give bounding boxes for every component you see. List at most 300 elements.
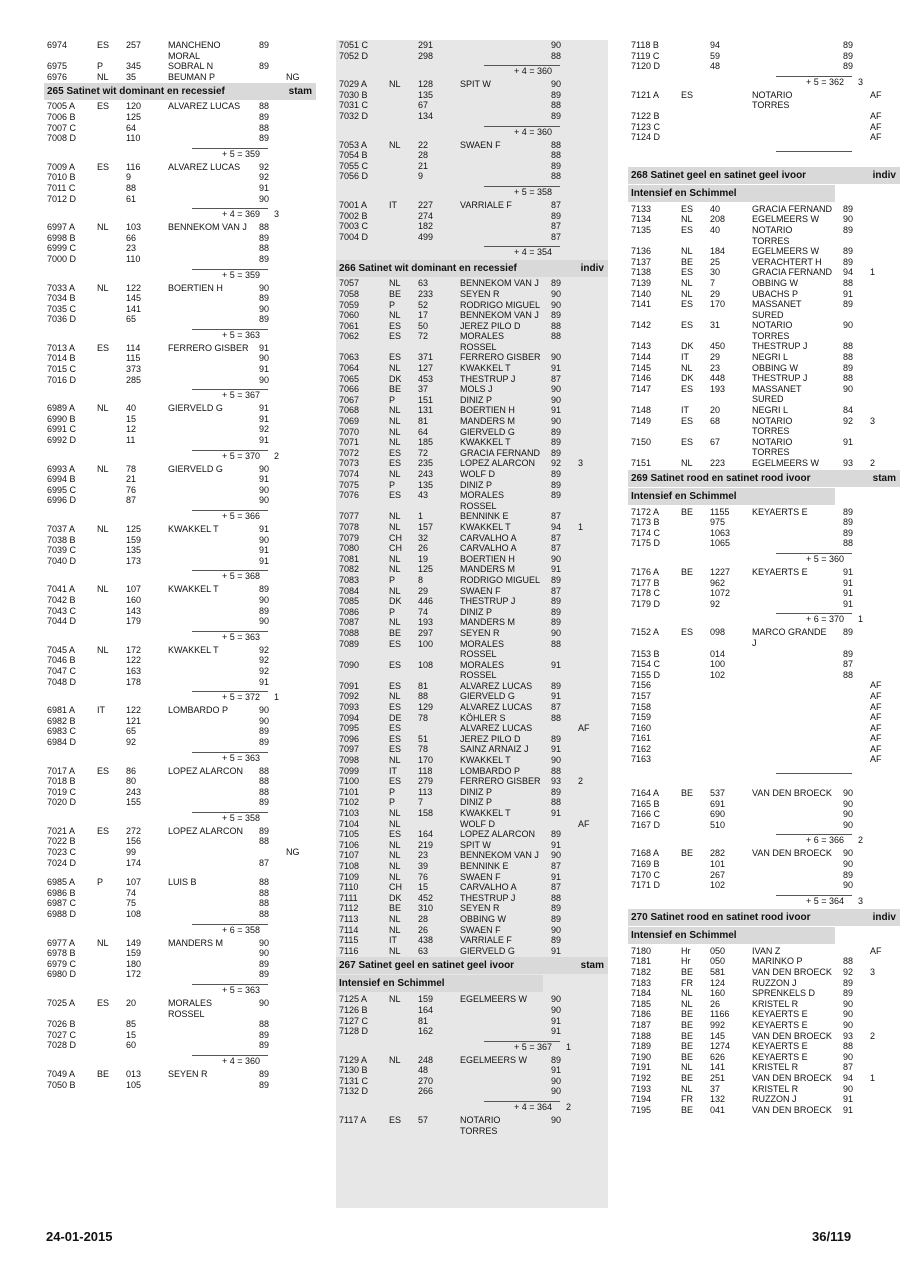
- ring-number: 7027 C: [47, 1029, 77, 1040]
- points: 91: [551, 691, 562, 702]
- points: 89: [551, 617, 562, 628]
- points: 90: [843, 998, 854, 1009]
- breeder-name: KRISTEL R: [752, 1083, 799, 1094]
- country: NL: [681, 988, 693, 999]
- breeder-name: TORRES: [460, 1125, 498, 1136]
- points: 90: [551, 850, 562, 861]
- cage-number: 88: [126, 182, 137, 193]
- entry-row: [628, 458, 900, 469]
- country: P: [389, 299, 396, 310]
- country: BE: [681, 566, 694, 577]
- entry-row: [628, 946, 900, 957]
- points: 87: [551, 702, 562, 713]
- cage-number: 21: [126, 474, 137, 485]
- entry-row: [44, 595, 316, 606]
- entry-row: [44, 375, 316, 386]
- cage-number: 160: [710, 988, 726, 999]
- total-value: + 4 = 360: [514, 126, 553, 137]
- entry-row: [628, 744, 900, 755]
- ring-number: 7114: [339, 924, 359, 935]
- breeder-name: OBBING W: [752, 362, 799, 373]
- cage-number: 65: [126, 726, 137, 737]
- breeder-name: VAN DEN BROECK: [752, 1104, 832, 1115]
- ring-number: 7059: [339, 299, 360, 310]
- team-total: [44, 389, 316, 400]
- cage-number: 172: [126, 969, 142, 980]
- cage-number: 285: [126, 374, 142, 385]
- entry-row: [336, 331, 608, 342]
- country: P: [389, 786, 396, 797]
- entry-row: [336, 40, 608, 51]
- breeder-name: IVAN Z: [752, 945, 781, 956]
- ring-number: 6978 B: [47, 948, 76, 959]
- points: 90: [259, 616, 270, 627]
- cage-number: 74: [418, 606, 429, 617]
- entry-row: [336, 51, 608, 62]
- points: 87: [551, 543, 562, 554]
- ring-number: 7093: [339, 702, 360, 713]
- entry-row: [628, 320, 900, 331]
- country: NL: [389, 913, 401, 924]
- entry-row: [628, 214, 900, 225]
- cage-number: 116: [126, 161, 141, 172]
- country: NL: [389, 426, 401, 437]
- cage-number: 448: [710, 373, 726, 384]
- total-rank: 2: [274, 450, 280, 461]
- entry-row: [336, 448, 608, 459]
- entry-row: [628, 405, 900, 416]
- country: ES: [681, 627, 694, 638]
- entry-row: [628, 111, 900, 122]
- ring-number: 7013 A: [47, 342, 76, 353]
- entry-row: [336, 925, 608, 936]
- total-value: + 5 = 366: [222, 511, 261, 521]
- country: BE: [389, 903, 402, 914]
- breeder-name: BOERTIEN H: [460, 405, 515, 416]
- country: BE: [389, 288, 402, 299]
- breeder-name: KWAKKEL T: [460, 808, 511, 818]
- breeder-name: TORRES: [752, 447, 790, 458]
- breeder-name: VAN DEN BROECK: [752, 967, 832, 977]
- country: DK: [389, 892, 402, 903]
- entry-row: [628, 331, 900, 342]
- points: 90: [551, 924, 562, 935]
- cage-number: 155: [126, 797, 142, 808]
- cage-number: 626: [710, 1051, 726, 1062]
- remark: 3: [870, 967, 876, 977]
- entry-row: [336, 458, 608, 469]
- team-total: [44, 148, 316, 159]
- ring-number: 7083: [339, 574, 360, 585]
- ring-number: 7061: [339, 320, 360, 331]
- country: IT: [681, 352, 689, 363]
- cage-number: 101: [710, 859, 726, 870]
- entry-row: [336, 554, 608, 565]
- ring-number: 7028 D: [47, 1040, 77, 1051]
- country: P: [97, 61, 104, 72]
- points: 90: [551, 384, 562, 395]
- entry-row: [336, 840, 608, 851]
- entry-row: [44, 414, 316, 425]
- cage-number: 52: [418, 299, 429, 310]
- cage-number: 235: [418, 458, 434, 469]
- ring-number: 7117 A: [339, 1115, 367, 1126]
- breeder-name: BOERTIEN H: [168, 282, 223, 293]
- entry-row: [44, 836, 316, 847]
- entry-row: [336, 79, 608, 90]
- entry-row: [628, 1084, 900, 1095]
- class-title: 265 Satinet wit dominant en recessief: [47, 86, 225, 98]
- country: P: [389, 394, 396, 405]
- ring-number: 7007 C: [47, 122, 77, 133]
- entry-row: [628, 1052, 900, 1063]
- total-rule-empty: [628, 769, 900, 779]
- points: 88: [259, 836, 270, 847]
- entry-row: [336, 660, 608, 671]
- cage-number: 128: [418, 79, 434, 90]
- country: NL: [681, 998, 693, 1009]
- breeder-name: LOMBARDO P: [460, 765, 521, 776]
- cage-number: 135: [126, 545, 142, 556]
- country: NL: [389, 363, 401, 374]
- entry-row: [336, 702, 608, 713]
- cage-number: 180: [126, 958, 142, 969]
- points: 88: [551, 712, 562, 723]
- country: ES: [681, 224, 694, 235]
- points: 91: [551, 1026, 562, 1037]
- entry-row: [44, 293, 316, 304]
- country: NL: [389, 585, 401, 596]
- entry-row: [336, 522, 608, 533]
- ring-number: 7051 C: [339, 40, 369, 50]
- ring-number: 7005 A: [47, 101, 76, 112]
- ring-number: 7111: [339, 892, 358, 903]
- points: 89: [259, 825, 270, 836]
- ring-number: 7167 D: [631, 819, 661, 830]
- points: 87: [551, 231, 562, 242]
- entry-row: [336, 994, 608, 1005]
- cage-number: 26: [710, 998, 721, 1009]
- team-total: [44, 924, 316, 935]
- points: 90: [843, 848, 854, 859]
- entry-row: [628, 754, 900, 765]
- cage-number: 78: [418, 744, 429, 755]
- breeder-name: VAN DEN BROECK: [752, 788, 832, 799]
- cage-number: 452: [418, 892, 434, 903]
- points: 91: [259, 403, 270, 414]
- cage-number: 103: [126, 222, 142, 233]
- country: ES: [681, 415, 694, 426]
- entry-row: [336, 723, 608, 734]
- points: 90: [259, 705, 270, 716]
- ring-number: 7016 D: [47, 374, 77, 385]
- ring-number: 7032 D: [339, 110, 369, 121]
- entry-row: [336, 861, 608, 872]
- cage-number: 23: [710, 362, 721, 373]
- ring-number: 7175 D: [631, 538, 661, 549]
- ring-number: 7045 A: [47, 644, 76, 655]
- spacer: [44, 868, 316, 877]
- points: 91: [551, 363, 562, 374]
- ring-number: 7103: [339, 808, 360, 818]
- country: NL: [97, 71, 109, 82]
- points: 91: [259, 182, 270, 193]
- country: ES: [389, 638, 402, 649]
- cage-number: 992: [710, 1019, 726, 1030]
- country: IT: [389, 765, 397, 776]
- breeder-name: SPRENKELS D: [752, 988, 816, 999]
- points: 90: [551, 755, 562, 766]
- cage-number: 9: [126, 172, 132, 183]
- ring-number: 6988 D: [47, 909, 77, 920]
- cage-number: 107: [126, 877, 142, 888]
- remark: 1: [870, 267, 876, 278]
- breeder-name: KWAKKEL T: [460, 437, 511, 448]
- country: NL: [97, 937, 109, 948]
- entry-row: [628, 967, 900, 978]
- country: NL: [97, 584, 109, 595]
- ring-number: 7019 C: [47, 786, 77, 797]
- points: 92: [259, 644, 270, 655]
- ring-number: 7191: [631, 1062, 652, 1073]
- ring-number: 7149: [631, 415, 652, 426]
- breeder-name: GIERVELD G: [460, 945, 515, 956]
- ring-number: 7154 C: [631, 659, 661, 670]
- entry-row: [44, 645, 316, 656]
- cage-number: 1: [418, 511, 424, 522]
- points: 89: [259, 736, 270, 747]
- cage-number: 31: [710, 320, 721, 331]
- cage-number: 179: [126, 616, 142, 627]
- breeder-name: DINIZ P: [460, 606, 493, 617]
- ring-number: 7048 D: [47, 676, 77, 687]
- entry-row: [628, 236, 900, 247]
- entry-row: [44, 343, 316, 354]
- total-value: + 6 = 366: [806, 835, 845, 846]
- entry-row: [336, 607, 608, 618]
- ring-number: 6979 C: [47, 958, 77, 969]
- entry-row: [628, 870, 900, 881]
- points: 87: [551, 373, 562, 384]
- breeder-name: SWAEN F: [460, 924, 501, 935]
- ring-number: 7035 C: [47, 303, 77, 314]
- points: 89: [259, 253, 270, 264]
- ring-number: 7004 D: [339, 231, 369, 242]
- points: 87: [843, 659, 854, 670]
- points: 87: [843, 1062, 854, 1073]
- points: 87: [551, 860, 562, 871]
- cage-number: 72: [418, 447, 429, 458]
- ring-number: 7014 B: [47, 353, 76, 364]
- points: 90: [843, 819, 854, 830]
- breeder-name: THESTRUP J: [460, 892, 516, 903]
- breeder-name: SWAEN F: [460, 585, 501, 596]
- country: ES: [97, 40, 110, 50]
- cage-number: 446: [418, 596, 434, 607]
- entry-row: [628, 956, 900, 967]
- breeder-name: KEYAERTS E: [752, 566, 808, 577]
- ring-number: 7147: [631, 383, 652, 394]
- points: 89: [551, 479, 562, 490]
- entry-row: [628, 1073, 900, 1084]
- total-value: + 4 = 360: [514, 66, 553, 77]
- entry-row: [44, 61, 316, 72]
- ring-number: 7186: [631, 1009, 652, 1020]
- country: NL: [389, 437, 401, 448]
- cage-number: 120: [126, 101, 142, 112]
- breeder-name: ALVAREZ LUCAS: [460, 702, 533, 713]
- points: 92: [259, 665, 270, 676]
- points: 90: [843, 1019, 854, 1030]
- ring-number: 7001 A: [339, 199, 368, 210]
- entry-row: [336, 691, 608, 702]
- points: 89: [551, 469, 562, 479]
- cage-number: 43: [418, 490, 429, 501]
- total-rank: 3: [274, 209, 280, 220]
- country: ES: [97, 101, 110, 112]
- entry-row: [44, 847, 316, 858]
- ring-number: 7164 A: [631, 788, 660, 799]
- points: 92: [843, 967, 854, 977]
- entry-row: [336, 427, 608, 438]
- entry-row: [628, 680, 900, 691]
- cage-number: 135: [418, 89, 434, 100]
- cage-number: 185: [418, 437, 434, 448]
- ring-number: 7138: [631, 267, 652, 278]
- ring-number: 7168 A: [631, 848, 660, 859]
- ring-number: 7055 C: [339, 160, 369, 171]
- class-title: 268 Satinet geel en satinet geel ivoor: [631, 169, 807, 181]
- points: 89: [259, 293, 270, 304]
- entry-row: [336, 596, 608, 607]
- entry-row: [628, 310, 900, 321]
- cage-number: 125: [126, 524, 142, 534]
- points: 90: [259, 948, 270, 959]
- ring-number: 6981 A: [47, 705, 76, 716]
- points: 89: [843, 527, 854, 538]
- cage-number: 279: [418, 776, 434, 787]
- entry-row: [44, 72, 316, 83]
- cage-number: 102: [710, 669, 726, 680]
- cage-number: 110: [126, 133, 141, 144]
- total-rank: 3: [858, 895, 864, 906]
- team-total: [44, 691, 316, 702]
- team-total: [628, 895, 900, 906]
- cage-number: 20: [710, 405, 721, 416]
- entry-row: [336, 150, 608, 161]
- entry-row: [628, 40, 900, 51]
- class-subtitle: Intensief en Schimmel: [628, 185, 835, 202]
- breeder-name: BENNEKOM VAN J: [460, 278, 539, 289]
- cage-number: 60: [126, 1040, 137, 1051]
- cage-number: 274: [418, 210, 434, 221]
- points: 89: [843, 40, 854, 50]
- entry-row: [44, 858, 316, 869]
- breeder-name: KWAKKEL T: [460, 521, 511, 532]
- ring-number: 7176 A: [631, 566, 660, 577]
- cage-number: 178: [126, 676, 142, 687]
- points: 89: [551, 596, 562, 607]
- cage-number: 227: [418, 199, 434, 210]
- ring-number: 7065: [339, 373, 360, 384]
- ring-number: 7062: [339, 331, 360, 342]
- entry-row: [44, 51, 316, 62]
- cage-number: 20: [126, 998, 137, 1008]
- country: NL: [389, 871, 401, 882]
- cage-number: 163: [126, 665, 142, 676]
- points: 90: [551, 79, 562, 90]
- cage-number: 143: [126, 605, 142, 616]
- ring-number: 6975: [47, 61, 68, 72]
- cage-number: 690: [710, 809, 726, 820]
- cage-number: 35: [126, 71, 137, 82]
- country: ES: [389, 320, 402, 331]
- cage-number: 174: [126, 857, 142, 868]
- team-total: [336, 1101, 608, 1112]
- entry-row: [336, 903, 608, 914]
- points: 91: [843, 1094, 854, 1105]
- country: NL: [389, 755, 401, 766]
- ring-number: 7145: [631, 362, 652, 373]
- points: 90: [259, 715, 270, 726]
- cage-number: 962: [710, 577, 726, 588]
- breeder-name: VAN DEN BROECK: [752, 1072, 832, 1083]
- entry-row: [44, 464, 316, 475]
- country: BE: [681, 967, 694, 977]
- entry-row: [44, 123, 316, 134]
- cage-number: 122: [126, 282, 142, 293]
- breeder-name: KWAKKEL T: [460, 363, 511, 374]
- entry-row: [336, 787, 608, 798]
- entry-row: [628, 204, 900, 215]
- cage-number: 37: [710, 1083, 721, 1094]
- cage-number: 40: [710, 203, 721, 214]
- ring-number: 7064: [339, 363, 360, 374]
- points: 89: [843, 988, 854, 999]
- points: 91: [843, 288, 854, 299]
- cage-number: 098: [710, 627, 726, 638]
- entry-row: [628, 799, 900, 810]
- ring-number: 7193: [631, 1083, 652, 1094]
- breeder-name: CARVALHO A: [460, 543, 517, 554]
- points: 89: [551, 606, 562, 617]
- entry-row: [628, 373, 900, 384]
- breeder-name: ROSSEL: [460, 500, 497, 511]
- ring-number: 7170 C: [631, 869, 661, 880]
- entry-row: [336, 140, 608, 151]
- ring-number: 7080: [339, 543, 360, 554]
- entry-row: [44, 998, 316, 1009]
- ring-number: 7034 B: [47, 293, 76, 304]
- ring-number: 7146: [631, 373, 652, 384]
- entry-row: [628, 528, 900, 539]
- country: NL: [389, 553, 401, 564]
- ring-number: 7053 A: [339, 139, 368, 150]
- points: 90: [843, 859, 854, 870]
- points: 89: [843, 203, 854, 214]
- cage-number: 453: [418, 373, 434, 384]
- entry-row: [336, 511, 608, 522]
- breeder-name: VARRIALE F: [460, 199, 512, 210]
- ring-number: 7078: [339, 521, 360, 532]
- team-total: [336, 1041, 608, 1052]
- country: ES: [389, 659, 402, 670]
- cage-number: 164: [418, 1004, 434, 1015]
- points: 89: [259, 1029, 270, 1040]
- points: 90: [843, 1051, 854, 1062]
- cage-number: 1065: [710, 538, 731, 549]
- entry-row: [44, 535, 316, 546]
